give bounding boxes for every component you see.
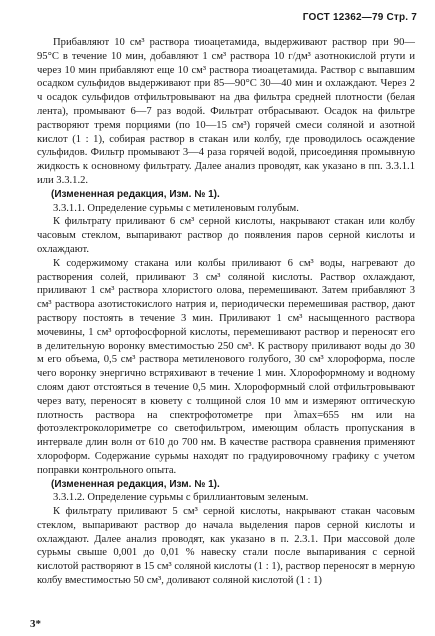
page-folio: 3* [30, 618, 41, 630]
paragraph: К фильтрату приливают 6 см³ серной кислоты, накрывают стакан или колбу часовым стеклом, выпаривают раствор до появления паров серной кислоты и охлаждают. [37, 216, 415, 255]
paragraph: 3.3.1.1. Определение сурьмы с метиленовым голубым. [53, 202, 299, 214]
paragraph: Прибавляют 10 см³ раствора тиоацетамида, выдерживают раствор при 90—95°С в течение 10 мин, добавляют 1 см³ раствора 10 г/дм³ азотнокислой ртути и через 10 мин прибавляют еще 10 см³ раствора тиоацетамида. Раствор с выпавшим осадком сульфидов выдерживают при 85—90°С 30—40 мин и охлаждают. Через 2 ч осадок сульфидов отфильтровывают на два фильтра средней плотности (белая лента), промывают 6—7 раз водой. Фильтрат отбрасывают. Осадок на фильтре растворяют тремя порциями (по 10—15 см³) горячей смеси соляной и азотной кислот (1 : 1), собирая раствор в стакан или колбу, где проводилось осаждение сульфидов. Фильтр промывают 3—4 раза горячей водой, присоединяя промывную жидкость к основному фильтрату. Далее анализ проводят, как указано в пп. 3.3.1.1 или 3.3.1.2. [37, 37, 415, 186]
page-header: ГОСТ 12362—79 Стр. 7 [302, 12, 417, 23]
paragraph: К фильтрату приливают 5 см³ серной кислоты, накрывают стакан часовым стеклом, выпаривают раствор до начала выделения паров серной кислоты и охлаждают. Далее анализ проводят, как указано в п. 2.3.1. При массовой доле сурьмы свыше 0,001 до 0,01 % навеску стали после выпаривания с серной кислотой растворяют в 15 см³ соляной кислоты (1 : 1), раствор переносят в мерную колбу вместимостью 50 см³, доливают соляной кислотой (1 : 1) [37, 506, 415, 587]
amendment-note: (Измененная редакция, Изм. № 1). [51, 188, 220, 200]
amendment-note: (Измененная редакция, Изм. № 1). [51, 478, 220, 490]
document-body [37, 36, 415, 588]
paragraph: 3.3.1.2. Определение сурьмы с бриллиантовым зеленым. [53, 492, 309, 504]
paragraph: К содержимому стакана или колбы приливают 6 см³ воды, нагревают до растворения солей, приливают 3 см³ соляной кислоты. Раствор охлаждают, приливают 1 см³ раствора хлористого олова, перемешивают. Затем прибавляют 3 см³ раствора азотистокислого натрия и, периодически перемешивая раствор, дают раствору постоять в течение 3 мин. Приливают 1 см³ насыщенного раствора мочевины, 1 см³ ортофосфорной кислоты, перемешивают раствор и переносят его в делительную воронку вместимостью 250 см³. К раствору приливают воды до 30 м его объема, 0,5 см³ раствора метиленового голубого, 30 см³ хлороформа, после чего воронку энергично встряхивают в течение 1 мин. Хлороформному и водному слоям дают отстояться в течение 0,5 мин. Хлороформный слой отфильтровывают через вату, переносят в кювету с толщиной слоя 10 мм и измеряют оптическую плотность раствора на спектрофотометре при λmax=655 нм или на фотоэлектроколориметре со светофильтром, имеющим область пропускания в интервале длин волн от 610 до 700 нм. В качестве раствора сравнения применяют хлороформ. Содержание сурьмы находят по градуировочному графику с учетом поправки контрольного опыта. [37, 257, 415, 476]
